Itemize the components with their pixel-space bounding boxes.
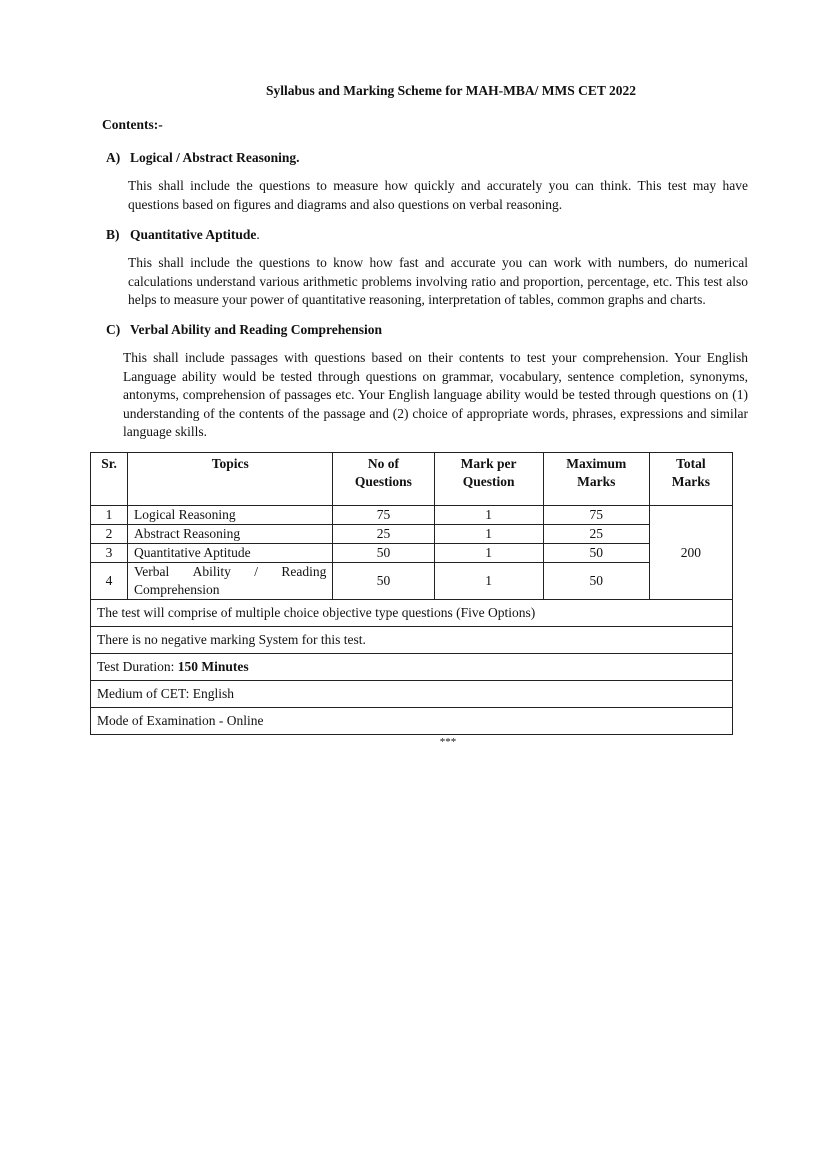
row-sr: 3 xyxy=(91,544,128,563)
note-negative-marking: There is no negative marking System for this test. xyxy=(91,627,733,654)
table-row xyxy=(91,544,733,563)
note-row-mcq xyxy=(91,600,733,627)
section-b-body: This shall include the questions to know how fast and accurate you can work with numbers, do numerical calculations understand various arithmetic problems involving ratio and proportion, percentage, etc. This test also helps to measure your power of quantitative reasoning, interpretation of tables, common graphs and charts. xyxy=(128,255,748,307)
row-sr: 2 xyxy=(91,525,128,544)
marking-scheme-table xyxy=(90,452,733,735)
table-row xyxy=(91,525,733,544)
table-header-row xyxy=(91,453,733,506)
end-mark: *** xyxy=(439,736,457,748)
section-a-title: Logical / Abstract Reasoning. xyxy=(130,150,300,165)
row-questions: 75 xyxy=(333,506,434,525)
row-topic: Logical Reasoning xyxy=(128,506,333,525)
header-sr: Sr. xyxy=(91,453,128,506)
section-b-heading xyxy=(106,227,260,243)
note-mcq: The test will comprise of multiple choice objective type questions (Five Options) xyxy=(91,600,733,627)
header-maximum-marks: Maximum Marks xyxy=(543,453,649,506)
row-max: 50 xyxy=(543,544,649,563)
section-a-letter: A) xyxy=(106,150,121,165)
table-row xyxy=(91,563,733,600)
header-topics: Topics xyxy=(128,453,333,506)
header-mark-per-question: Mark per Question xyxy=(434,453,543,506)
row-max: 25 xyxy=(543,525,649,544)
row-max: 50 xyxy=(543,563,649,600)
section-a-heading xyxy=(106,150,300,166)
row-max: 75 xyxy=(543,506,649,525)
row-questions: 50 xyxy=(333,544,434,563)
row-questions: 50 xyxy=(333,563,434,600)
section-c-letter: C) xyxy=(106,322,121,337)
total-marks-cell: 200 xyxy=(649,506,732,600)
row-mark: 1 xyxy=(434,563,543,600)
section-a-body: This shall include the questions to measure how quickly and accurately you can think. This test may have questions based on figures and diagrams and also questions on verbal reasoning. xyxy=(128,178,748,212)
row-topic: Verbal Ability / Reading Comprehension xyxy=(128,563,333,600)
header-total-marks: Total Marks xyxy=(649,453,732,506)
row-questions: 25 xyxy=(333,525,434,544)
row-sr: 4 xyxy=(91,563,128,600)
section-b-title-suffix: . xyxy=(256,227,260,242)
row-topic: Abstract Reasoning xyxy=(128,525,333,544)
note-row-medium xyxy=(91,681,733,708)
section-b-title: Quantitative Aptitude xyxy=(130,227,257,242)
note-mode: Mode of Examination - Online xyxy=(91,708,733,735)
document-title: Syllabus and Marking Scheme for MAH-MBA/ MMS CET 2022 xyxy=(265,83,637,98)
row-mark: 1 xyxy=(434,506,543,525)
section-b-letter: B) xyxy=(106,227,120,242)
table-row xyxy=(91,506,733,525)
note-medium: Medium of CET: English xyxy=(91,681,733,708)
section-c-heading xyxy=(106,322,382,338)
note-row-negative xyxy=(91,627,733,654)
row-mark: 1 xyxy=(434,544,543,563)
note-duration: Test Duration: 150 Minutes xyxy=(91,654,733,681)
row-topic: Quantitative Aptitude xyxy=(128,544,333,563)
note-row-duration xyxy=(91,654,733,681)
row-sr: 1 xyxy=(91,506,128,525)
row-mark: 1 xyxy=(434,525,543,544)
contents-label: Contents:- xyxy=(102,117,163,132)
section-c-title: Verbal Ability and Reading Comprehension xyxy=(130,322,383,337)
note-row-mode xyxy=(91,708,733,735)
header-questions: No of Questions xyxy=(333,453,434,506)
section-c-body: This shall include passages with questions based on their contents to test your comprehension. Your English Language ability would be tested through questions on grammar, vocabulary, sentence completion, synonyms, antonyms, comprehension of passages etc. Your English language ability would be tested through questions on (1) understanding of the contents of the passage and (2) choice of appropriate words, phrases, expressions and similar language skills. xyxy=(123,350,748,439)
